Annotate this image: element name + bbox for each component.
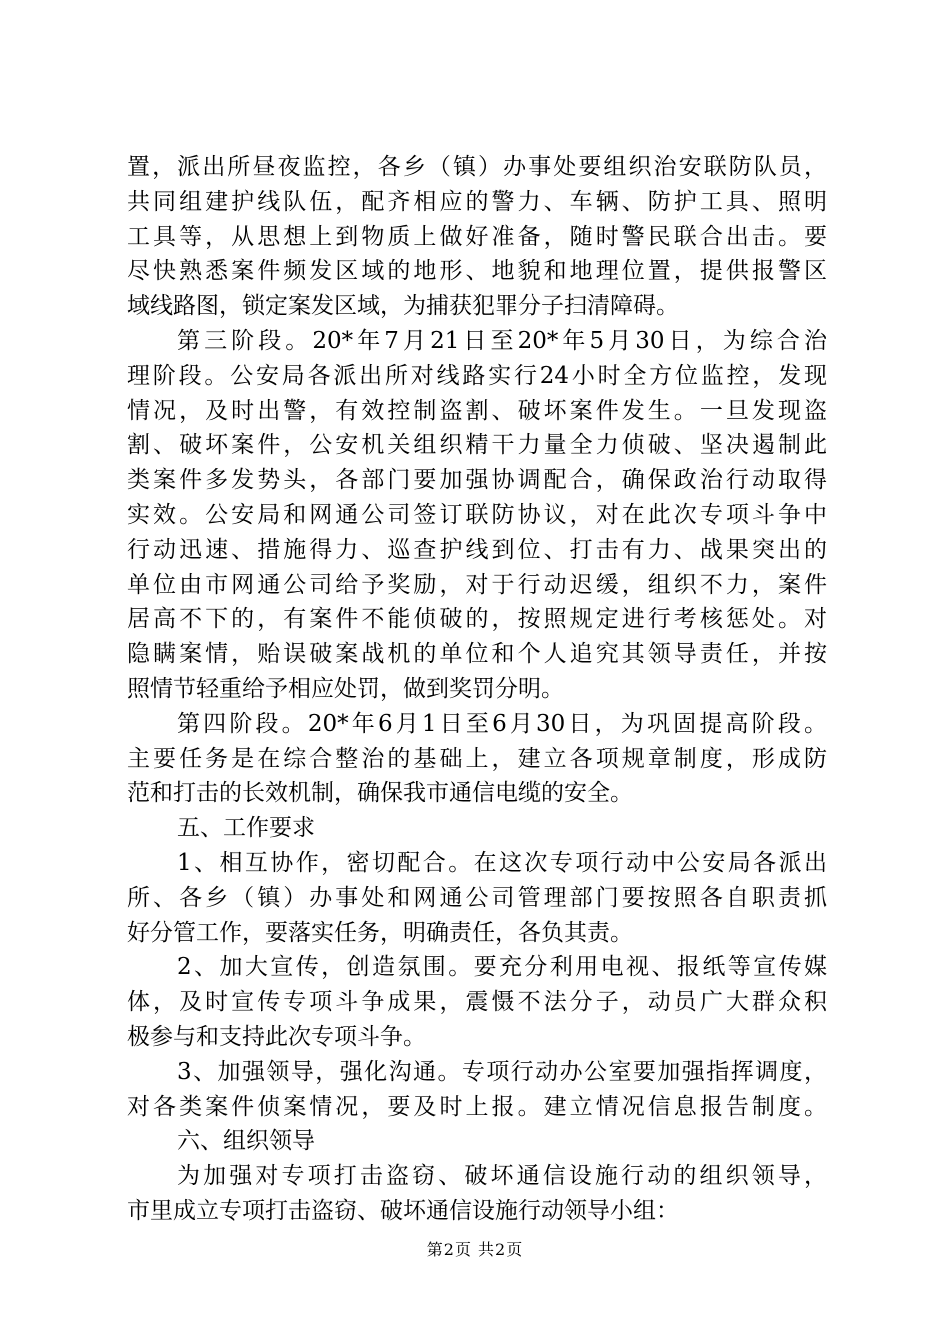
text-line: 体，及时宣传专项斗争成果，震慑不法分子，动员广大群众积 bbox=[127, 989, 827, 1016]
text-line: 实效。公安局和网通公司签订联防协议，对在此次专项斗争中 bbox=[127, 501, 827, 528]
text-line: 理阶段。公安局各派出所对线路实行24小时全方位监控，发现 bbox=[127, 362, 827, 389]
text-line: 照情节轻重给予相应处罚，做到奖罚分明。 bbox=[127, 675, 564, 702]
text-line: 隐瞒案情，贻误破案战机的单位和个人追究其领导责任，并按 bbox=[127, 641, 827, 668]
text-line: 范和打击的长效机制，确保我市通信电缆的安全。 bbox=[127, 780, 633, 807]
text-line: 类案件多发势头，各部门要加强协调配合，确保政治行动取得 bbox=[127, 467, 827, 494]
text-line: 3、加强领导，强化沟通。专项行动办公室要加强指挥调度， bbox=[177, 1058, 827, 1085]
text-line: 共同组建护线队伍，配齐相应的警力、车辆、防护工具、照明 bbox=[127, 188, 827, 215]
text-line: 市里成立专项打击盗窃、破坏通信设施行动领导小组： bbox=[127, 1197, 679, 1224]
text-line: 六、组织领导 bbox=[177, 1128, 315, 1155]
text-line: 割、破坏案件，公安机关组织精干力量全力侦破、坚决遏制此 bbox=[127, 432, 827, 459]
text-line: 置，派出所昼夜监控，各乡（镇）办事处要组织治安联防队员， bbox=[127, 154, 827, 180]
text-line: 尽快熟悉案件频发区域的地形、地貌和地理位置，提供报警区 bbox=[127, 258, 827, 285]
text-line: 第四阶段。20*年6月1日至6月30日，为巩固提高阶段。 bbox=[177, 710, 827, 737]
text-line: 五、工作要求 bbox=[177, 815, 315, 842]
text-line: 所、各乡（镇）办事处和网通公司管理部门要按照各自职责抓 bbox=[127, 884, 827, 911]
text-line: 主要任务是在综合整治的基础上，建立各项规章制度，形成防 bbox=[127, 745, 827, 772]
text-line: 为加强对专项打击盗窃、破坏通信设施行动的组织领导， bbox=[177, 1163, 827, 1190]
text-line: 极参与和支持此次专项斗争。 bbox=[127, 1023, 426, 1050]
text-line: 好分管工作，要落实任务，明确责任，各负其责。 bbox=[127, 919, 633, 946]
text-line: 工具等，从思想上到物质上做好准备，随时警民联合出击。要 bbox=[127, 223, 827, 250]
text-line: 第三阶段。20*年7月21日至20*年5月30日，为综合治 bbox=[177, 327, 827, 354]
text-line: 居高不下的，有案件不能侦破的，按照规定进行考核惩处。对 bbox=[127, 606, 827, 633]
text-line: 情况，及时出警，有效控制盗割、破坏案件发生。一旦发现盗 bbox=[127, 397, 827, 424]
page-footer: 第2页 共2页 bbox=[426, 1240, 524, 1259]
text-line: 单位由市网通公司给予奖励，对于行动迟缓，组织不力，案件 bbox=[127, 571, 827, 598]
text-line: 域线路图，锁定案发区域，为捕获犯罪分子扫清障碍。 bbox=[127, 293, 679, 320]
text-line: 行动迅速、措施得力、巡查护线到位、打击有力、战果突出的 bbox=[127, 536, 827, 563]
text-line: 2、加大宣传，创造氛围。要充分利用电视、报纸等宣传媒 bbox=[177, 954, 827, 981]
text-line: 1、相互协作，密切配合。在这次专项行动中公安局各派出 bbox=[177, 849, 827, 876]
document-body bbox=[127, 150, 827, 1229]
text-line: 对各类案件侦案情况，要及时上报。建立情况信息报告制度。 bbox=[127, 1093, 827, 1120]
